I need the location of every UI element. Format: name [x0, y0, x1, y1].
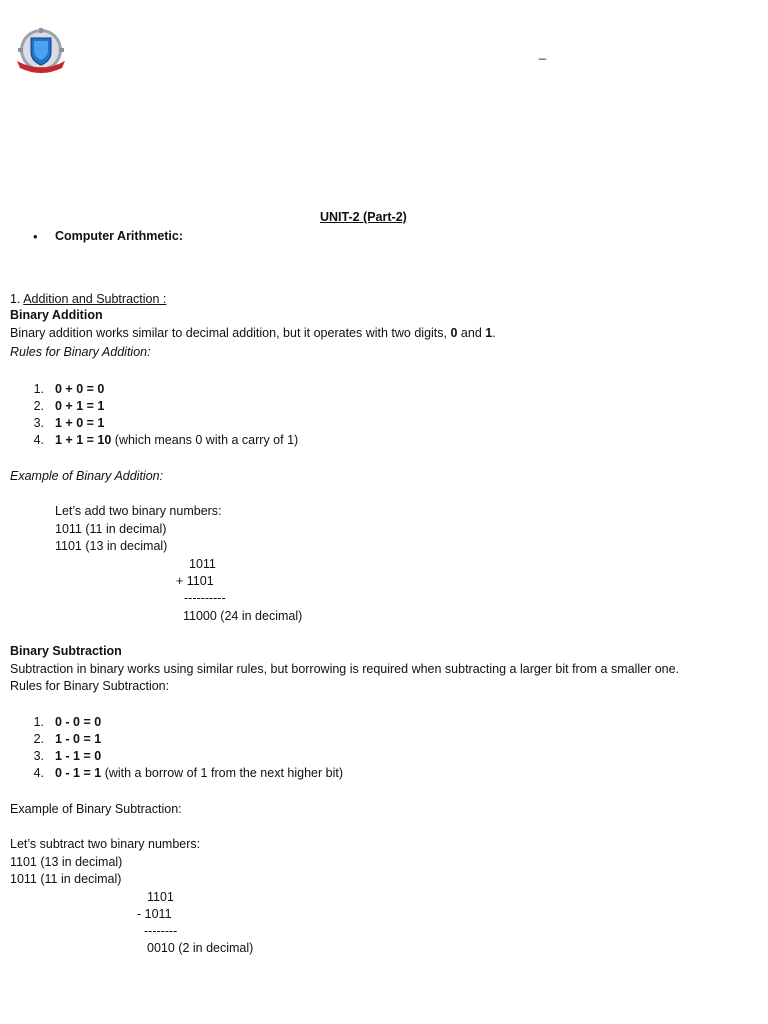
addition-rules-heading: Rules for Binary Addition:: [10, 345, 151, 359]
section-number: 1.: [10, 292, 24, 306]
rule-expression: 1 + 0 = 1: [55, 416, 105, 430]
addition-example-intro: Let’s add two binary numbers:: [55, 504, 222, 518]
subtraction-calc-second: - 1011: [137, 907, 172, 921]
list-number: 1.: [33, 382, 44, 396]
rule-expression: 0 - 0 = 0: [55, 715, 102, 729]
topic-heading: Computer Arithmetic:: [55, 229, 184, 243]
subtraction-heading: Binary Subtraction: [10, 644, 122, 658]
header-dash: _: [539, 45, 547, 60]
list-number: 4.: [33, 766, 44, 780]
rule-expression: 0 + 0 = 0: [55, 382, 105, 396]
addition-operand-2: 1101 (13 in decimal): [55, 539, 168, 553]
rule-expression: 0 - 1 = 1: [55, 766, 102, 780]
addition-intro-digit1: 1: [485, 326, 493, 340]
page-title: UNIT-2 (Part-2): [320, 210, 407, 224]
addition-calc-result: 11000 (24 in decimal): [183, 609, 303, 623]
addition-calc-top: 1011: [189, 557, 216, 571]
addition-heading: Binary Addition: [10, 308, 103, 322]
addition-intro-and: and: [457, 326, 486, 340]
subtraction-calc-rule: --------: [144, 924, 178, 938]
subtraction-calc-top: 1101: [147, 890, 174, 904]
list-number: 3.: [33, 749, 44, 763]
addition-intro-text: Binary addition works similar to decimal addition, but it operates with two digits,: [10, 326, 451, 340]
subtraction-operand-1: 1101 (13 in decimal): [10, 855, 123, 869]
rule-note: (with a borrow of 1 from the next higher bit): [101, 766, 343, 780]
bullet-marker: •: [33, 229, 38, 244]
addition-intro: [10, 325, 496, 342]
rule-expression: 0 + 1 = 1: [55, 399, 105, 413]
addition-intro-end: .: [492, 326, 496, 340]
list-number: 2.: [33, 399, 44, 413]
subtraction-example-heading: Example of Binary Subtraction:: [10, 802, 182, 816]
subtraction-operand-2: 1011 (11 in decimal): [10, 872, 122, 886]
addition-operand-1: 1011 (11 in decimal): [55, 522, 167, 536]
rule-note: (which means 0 with a carry of 1): [111, 433, 299, 447]
addition-calc-second: + 1101: [176, 574, 214, 588]
addition-intro-digit0: 0: [450, 326, 458, 340]
list-number: 4.: [33, 433, 44, 447]
rule-expression: 1 - 0 = 1: [55, 732, 102, 746]
list-number: 3.: [33, 416, 44, 430]
section-title: Addition and Subtraction :: [23, 292, 167, 306]
section-heading: [10, 291, 166, 308]
subtraction-intro: Subtraction in binary works using similar rules, but borrowing is required when subtracting a larger bit from a smaller one.: [10, 662, 680, 676]
subtraction-example-intro: Let’s subtract two binary numbers:: [10, 837, 201, 851]
rule-expression: 1 + 1 = 10: [55, 433, 112, 447]
addition-calc-rule: ----------: [184, 591, 226, 605]
institution-seal-icon: [14, 28, 68, 74]
rule-expression: 1 - 1 = 0: [55, 749, 102, 763]
subtraction-rules-heading: Rules for Binary Subtraction:: [10, 679, 170, 693]
list-number: 1.: [33, 715, 44, 729]
list-number: 2.: [33, 732, 44, 746]
addition-example-heading: Example of Binary Addition:: [10, 469, 164, 483]
subtraction-calc-result: 0010 (2 in decimal): [147, 941, 254, 955]
